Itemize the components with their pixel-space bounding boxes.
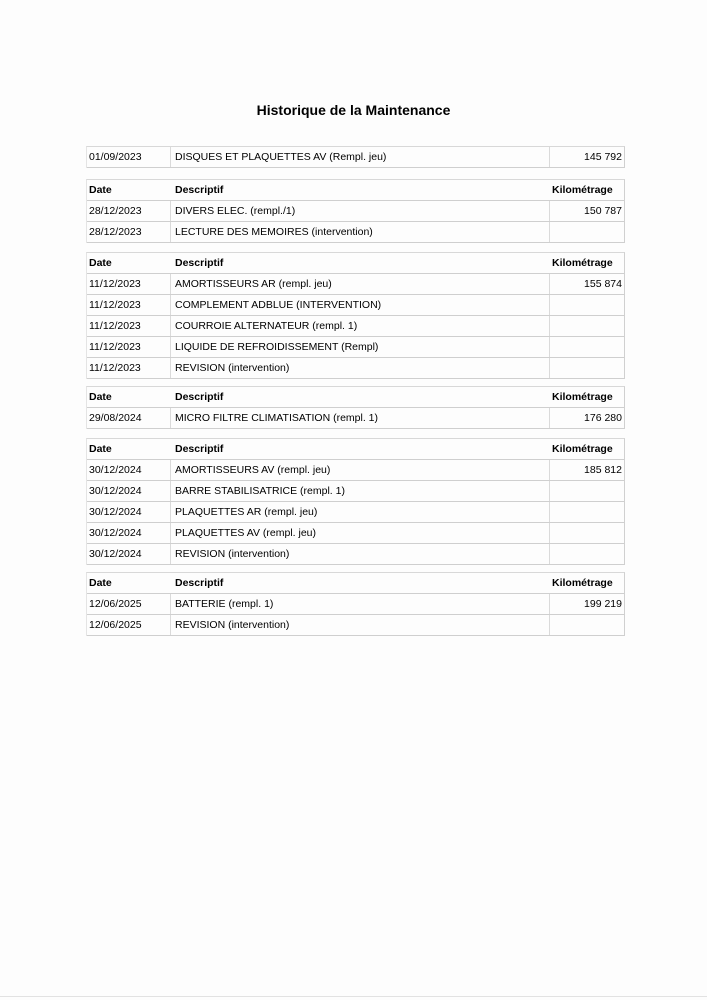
table-header-row xyxy=(87,573,624,594)
table-row xyxy=(87,615,624,636)
header-kilometrage: Kilométrage xyxy=(552,257,613,269)
header-descriptif: Descriptif xyxy=(175,257,224,269)
table-row xyxy=(87,147,624,168)
header-descriptif: Descriptif xyxy=(175,391,224,403)
maintenance-section xyxy=(86,386,625,429)
cell-date: 12/06/2025 xyxy=(87,594,171,614)
header-date: Date xyxy=(89,443,112,455)
table-header-row xyxy=(87,439,624,460)
cell-descriptif: DIVERS ELEC. (rempl./1) xyxy=(171,201,550,221)
cell-descriptif: DISQUES ET PLAQUETTES AV (Rempl. jeu) xyxy=(171,147,550,167)
cell-descriptif: MICRO FILTRE CLIMATISATION (rempl. 1) xyxy=(171,408,550,428)
scan-edge xyxy=(0,996,707,997)
maintenance-section xyxy=(86,146,625,168)
header-descriptif: Descriptif xyxy=(175,184,224,196)
cell-descriptif: REVISION (intervention) xyxy=(171,544,550,564)
cell-kilometrage xyxy=(550,481,624,501)
maintenance-section xyxy=(86,252,625,379)
cell-descriptif: PLAQUETTES AV (rempl. jeu) xyxy=(171,523,550,543)
cell-kilometrage xyxy=(550,316,624,336)
cell-kilometrage: 176 280 xyxy=(584,412,622,424)
cell-kilometrage xyxy=(550,337,624,357)
cell-kilometrage xyxy=(550,544,624,564)
cell-kilometrage: 145 792 xyxy=(584,151,622,163)
cell-kilometrage: 150 787 xyxy=(584,205,622,217)
maintenance-section xyxy=(86,572,625,636)
cell-date: 30/12/2024 xyxy=(87,502,171,522)
cell-kilometrage xyxy=(550,502,624,522)
header-date: Date xyxy=(89,257,112,269)
cell-date: 01/09/2023 xyxy=(87,147,171,167)
cell-descriptif: BATTERIE (rempl. 1) xyxy=(171,594,550,614)
table-row xyxy=(87,295,624,316)
cell-date: 28/12/2023 xyxy=(87,222,171,242)
header-kilometrage: Kilométrage xyxy=(552,577,613,589)
table-row xyxy=(87,358,624,379)
cell-descriptif: LIQUIDE DE REFROIDISSEMENT (Rempl) xyxy=(171,337,550,357)
cell-kilometrage xyxy=(550,295,624,315)
cell-kilometrage xyxy=(550,358,624,378)
table-row xyxy=(87,337,624,358)
header-date: Date xyxy=(89,577,112,589)
cell-descriptif: COURROIE ALTERNATEUR (rempl. 1) xyxy=(171,316,550,336)
header-kilometrage: Kilométrage xyxy=(552,443,613,455)
cell-descriptif: PLAQUETTES AR (rempl. jeu) xyxy=(171,502,550,522)
table-row xyxy=(87,544,624,565)
table-row xyxy=(87,481,624,502)
table-header-row xyxy=(87,253,624,274)
table-row xyxy=(87,594,624,615)
table-row xyxy=(87,408,624,429)
cell-kilometrage: 199 219 xyxy=(584,598,622,610)
maintenance-section xyxy=(86,179,625,243)
cell-date: 30/12/2024 xyxy=(87,523,171,543)
cell-date: 30/12/2024 xyxy=(87,544,171,564)
table-row xyxy=(87,460,624,481)
cell-date: 11/12/2023 xyxy=(87,337,171,357)
cell-date: 28/12/2023 xyxy=(87,201,171,221)
header-descriptif: Descriptif xyxy=(175,443,224,455)
cell-date: 11/12/2023 xyxy=(87,358,171,378)
header-date: Date xyxy=(89,391,112,403)
cell-date: 30/12/2024 xyxy=(87,481,171,501)
header-date: Date xyxy=(89,184,112,196)
cell-date: 11/12/2023 xyxy=(87,274,171,294)
cell-descriptif: BARRE STABILISATRICE (rempl. 1) xyxy=(171,481,550,501)
cell-date: 11/12/2023 xyxy=(87,316,171,336)
cell-kilometrage xyxy=(550,523,624,543)
cell-descriptif: COMPLEMENT ADBLUE (INTERVENTION) xyxy=(171,295,550,315)
header-kilometrage: Kilométrage xyxy=(552,184,613,196)
cell-kilometrage: 155 874 xyxy=(584,278,622,290)
cell-date: 29/08/2024 xyxy=(87,408,171,428)
table-row xyxy=(87,316,624,337)
table-header-row xyxy=(87,387,624,408)
table-row xyxy=(87,502,624,523)
header-descriptif: Descriptif xyxy=(175,577,224,589)
cell-descriptif: REVISION (intervention) xyxy=(171,358,550,378)
cell-descriptif: AMORTISSEURS AV (rempl. jeu) xyxy=(171,460,550,480)
cell-kilometrage xyxy=(550,222,624,242)
header-kilometrage: Kilométrage xyxy=(552,391,613,403)
cell-descriptif: LECTURE DES MEMOIRES (intervention) xyxy=(171,222,550,242)
cell-date: 30/12/2024 xyxy=(87,460,171,480)
cell-date: 11/12/2023 xyxy=(87,295,171,315)
cell-descriptif: AMORTISSEURS AR (rempl. jeu) xyxy=(171,274,550,294)
maintenance-section xyxy=(86,438,625,565)
table-row xyxy=(87,201,624,222)
table-row xyxy=(87,274,624,295)
cell-kilometrage xyxy=(550,615,624,635)
page-title: Historique de la Maintenance xyxy=(256,102,451,118)
table-row xyxy=(87,222,624,243)
table-row xyxy=(87,523,624,544)
cell-kilometrage: 185 812 xyxy=(584,464,622,476)
cell-date: 12/06/2025 xyxy=(87,615,171,635)
cell-descriptif: REVISION (intervention) xyxy=(171,615,550,635)
table-header-row xyxy=(87,180,624,201)
